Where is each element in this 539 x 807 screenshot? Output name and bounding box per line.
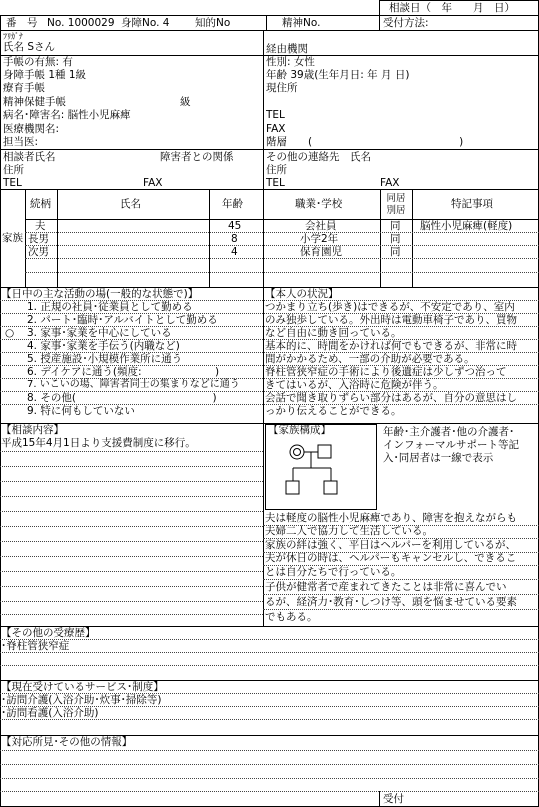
referral: 経由機関 [266, 43, 308, 55]
family-side-label: 家族 [2, 232, 23, 244]
address-right: 住所 [266, 164, 287, 176]
family-header-living: 同居 別居 [386, 193, 406, 216]
genogram-son2 [324, 481, 337, 494]
situation-line: つかまり立ち(歩き)はできるが、不安定であり、室内 [265, 301, 515, 313]
receptionist-label: 受付 [383, 793, 404, 805]
fax: FAX [266, 123, 286, 135]
address: 現住所 [266, 82, 298, 94]
situation-line: 脊柱管狭窄症の手術により後遺症は少しずつ治って [265, 366, 507, 378]
family-header-job: 職業･学校 [295, 198, 343, 210]
family-structure-line: 家族の絆は強く、平日はヘルパーを利用しているが、 [265, 539, 517, 551]
fax-right: FAX [380, 177, 400, 189]
medical-history-title: 【その他の受療歴】 [1, 627, 96, 639]
activity-item: 4. 家事･家業を手伝う(内職など) [27, 340, 180, 352]
activity-item: 3. 家事･家業を中心にしている [27, 327, 172, 339]
family-structure-note: 年齢･主介護者･他の介護者･ [383, 426, 515, 438]
family-structure-note: インフォーマルサポート等記 [383, 439, 519, 451]
floor: 階層 ( ) [266, 136, 464, 148]
number-value: No. 1000029 [47, 17, 115, 29]
consultant-name: 相談者氏名 [3, 151, 56, 163]
findings-title: 【対応所見･その他の情報】 [1, 736, 133, 748]
relation: 障害者との関係 [160, 151, 234, 163]
family-structure-line: 夫婦二人で協力して生活している。 [265, 525, 433, 537]
person-name: 氏名 Sさん [3, 41, 56, 53]
mental-book: 精神保健手帳 [3, 96, 66, 108]
mental-no: 精神No. [282, 17, 321, 29]
reception-method: 受付方法: [383, 17, 429, 29]
family-structure-note: 入･同居者は一線で表示 [383, 452, 494, 464]
number-label: 番 号 [6, 17, 38, 29]
doctor: 担当医: [3, 136, 39, 148]
genogram-son1 [286, 481, 299, 494]
intellectual-no: 知的No [195, 17, 231, 29]
mental-grade: 級 [180, 96, 191, 108]
family-living: 同 [390, 233, 401, 245]
consultation-text: 平成15年4月1日より支援費制度に移行。 [1, 437, 196, 449]
consultation-title: 【相談内容】 [1, 424, 64, 436]
family-job: 小学2年 [300, 233, 339, 245]
services-line: ･訪問看護(入浴介助) [1, 707, 99, 719]
services-title: 【現在受けているサービス･制度】 [1, 681, 164, 693]
family-header-relation: 続柄 [30, 198, 51, 210]
family-relation: 次男 [28, 246, 49, 258]
situation-line: っかり伝えることができる。 [265, 405, 402, 417]
furigana: ﾌﾘｶﾞﾅ [3, 32, 23, 41]
family-structure-line: 子供が健常者で産まれてきたことは非常に喜んでい [265, 581, 507, 593]
tel-right: TEL [266, 177, 285, 189]
activity-item: 9. 特に何もしていない [27, 405, 135, 417]
family-structure-line: 夫は軽度の脳性小児麻痺であり、障害を抱えながらも [265, 512, 517, 524]
activity-selected-mark: ○ [5, 327, 15, 339]
activity-item: 5. 授産施設･小規模作業所に通う [27, 353, 183, 365]
situation-line: きてはいるが、入浴時に危険が伴う。 [265, 379, 444, 391]
situation-line: のみ独歩している。外出時は電動車椅子であり、買物 [265, 314, 517, 326]
situation-line: 基本的に、時間をかければ何でもできるが、非常に時 [265, 340, 517, 352]
situation-line: 間がかかるため、一部の介助が必要である。 [265, 353, 475, 365]
family-header-name: 氏名 [120, 198, 141, 210]
activities-title: 【日中の主な活動の場(一般的な状態で)】 [1, 288, 199, 300]
family-relation: 夫 [35, 220, 46, 232]
handbook: 手帳の有無: 有 [3, 56, 73, 68]
other-contact: その他の連絡先 氏名 [266, 151, 371, 163]
medical-history-line: ･脊柱管狭窄症 [1, 640, 70, 652]
situation-line: など自由に動き回っている。 [265, 327, 402, 339]
activity-item: 8. その他( ) [27, 392, 217, 404]
family-structure-line: 夫が休日の時は、ヘルパーもキャンセルし、できるこ [265, 552, 517, 564]
disability-no: 身障No. 4 [121, 17, 170, 29]
family-job: 会社員 [305, 220, 337, 232]
family-note: 脳性小児麻痺(軽度) [420, 220, 513, 232]
activity-item: 1. 正規の社員･従業員として勤める [27, 301, 193, 313]
situation-line: 会話で聞き取りずらい部分はあるが、自分の意思はし [265, 392, 517, 404]
age: 年齢 39歳(生年月日: 年 月 日) [266, 69, 410, 81]
services-line: ･訪問介護(入浴介助･炊事･掃除等) [1, 694, 162, 706]
fax-left: FAX [143, 177, 163, 189]
sex: 性別: 女性 [266, 56, 315, 68]
address-left: 住所 [3, 164, 24, 176]
disability-book: 身障手帳 1種 1級 [3, 69, 87, 81]
activity-item: 7. いこいの場、障害者同士の集まりなどに通う [27, 379, 240, 390]
family-structure-line: でもある。 [265, 611, 318, 623]
care-book: 療育手帳 [3, 82, 45, 94]
family-age: 8 [231, 233, 238, 245]
disease: 病名･障害名: 脳性小児麻痺 [3, 109, 131, 121]
hospital: 医療機関名: [3, 123, 60, 135]
genogram-self-inner [294, 449, 301, 456]
activity-item: 2. パート･臨時･アルバイトとして勤める [27, 314, 218, 326]
activity-item: 6. デイケアに通う(頻度: ) [27, 366, 220, 378]
family-job: 保育園児 [300, 246, 342, 258]
tel: TEL [266, 109, 285, 121]
family-header-note: 特記事項 [451, 198, 493, 210]
family-structure-line: とは自分たちで行っている。 [265, 566, 402, 578]
consult-date: 相談日（ 年 月 日） [389, 2, 515, 14]
family-living: 同 [390, 220, 401, 232]
family-header-age: 年齢 [222, 198, 243, 210]
genogram-self-outer [290, 445, 304, 459]
family-living: 同 [390, 246, 401, 258]
genogram [266, 438, 376, 508]
family-age: 45 [228, 220, 242, 232]
genogram-husband [318, 445, 331, 458]
family-structure-title: 【家族構成】 [268, 424, 331, 436]
tel-left: TEL [3, 177, 22, 189]
situation-title: 【本人の状況】 [265, 288, 339, 300]
family-age: 4 [231, 246, 238, 258]
family-relation: 長男 [28, 233, 49, 245]
family-structure-line: るが、経済力･教育･しつけ等、頭を悩ませている要素 [265, 596, 517, 608]
